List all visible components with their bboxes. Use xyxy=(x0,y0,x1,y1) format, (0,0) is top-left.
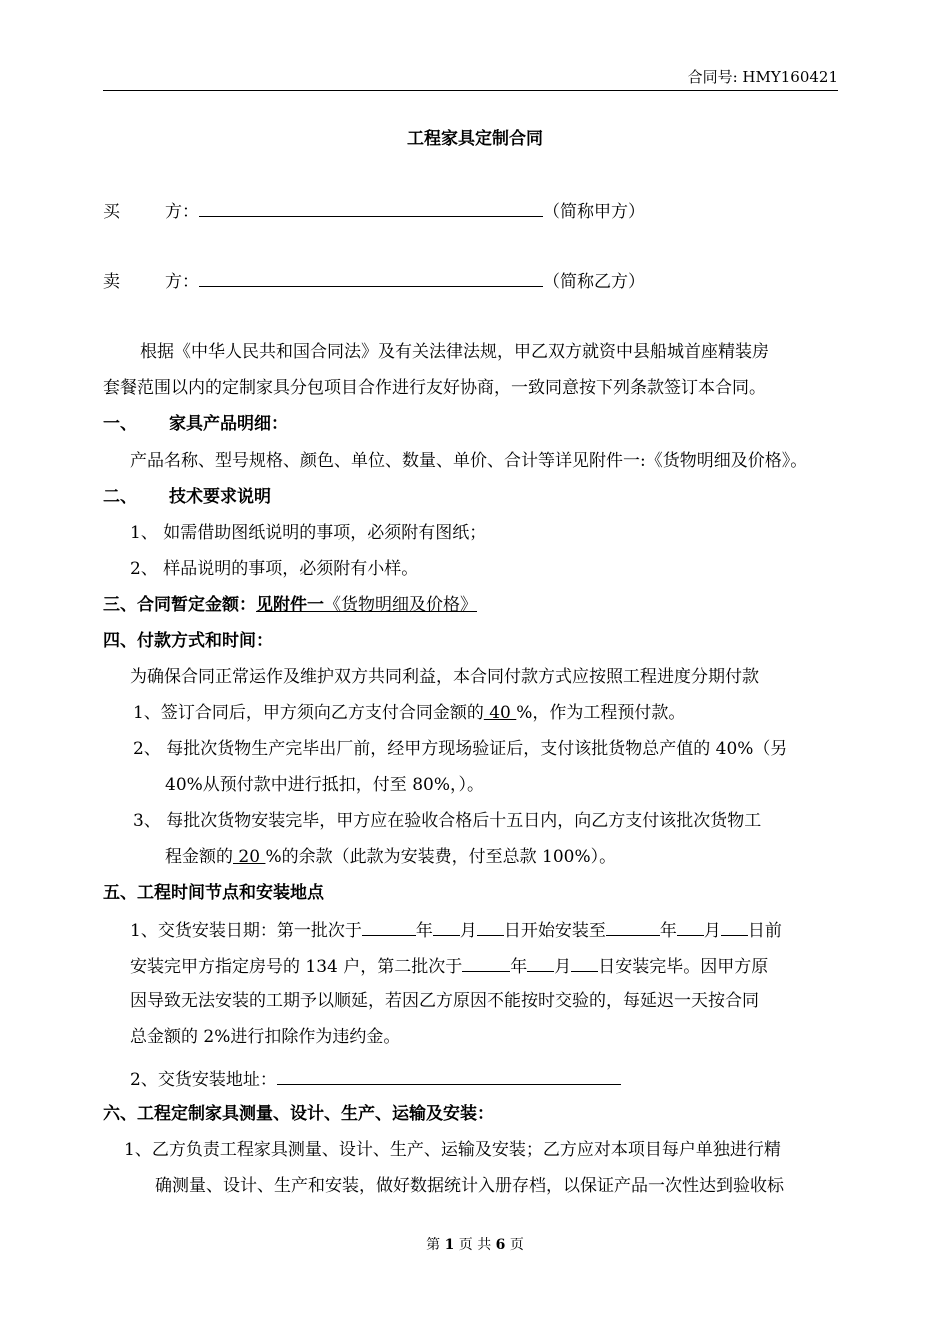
sec5-line-2 xyxy=(130,953,768,979)
sec3-value-bold: 见附件一 xyxy=(256,595,324,615)
sec1-text: 产品名称、型号规格、颜色、单位、数量、单价、合计等详见附件一:《货物明细及价格》。 xyxy=(130,451,808,471)
sec4-item-1-text-b: %，作为工程预付款。 xyxy=(516,703,686,723)
seller-line xyxy=(103,268,645,294)
sec5-line-1 xyxy=(130,917,782,943)
month-blank-3[interactable] xyxy=(527,953,554,972)
sec5-l2-year: 年 xyxy=(510,957,528,977)
sec2-item-1: 1、 如需借助图纸说明的事项，必须附有图纸； xyxy=(130,523,487,543)
buyer-line xyxy=(103,198,645,224)
sec4-item-3-line-1: 3、 每批次货物安装完毕，甲方应在验收合格后十五日内，向乙方支付该批次货物工 xyxy=(133,811,762,831)
footer-text-b: 页 共 xyxy=(458,1237,492,1253)
intro-line-1: 根据《中华人民共和国合同法》及有关法律法规，甲乙双方就资中县船城首座精装房 xyxy=(140,342,769,362)
sec4-item-3-text-a: 程金额的 xyxy=(165,847,233,867)
sec5-l1-month: 月 xyxy=(459,921,477,941)
sec2-item-2: 2、 样品说明的事项，必须附有小样。 xyxy=(130,559,419,579)
sec4-item-2-line-2: 40%从预付款中进行抵扣，付至 80%，）。 xyxy=(165,775,484,795)
sec4-intro: 为确保合同正常运作及维护双方共同利益，本合同付款方式应按照工程进度分期付款 xyxy=(130,667,759,687)
sec4-item-3-line-2 xyxy=(165,845,616,869)
footer-text-c: 页 xyxy=(509,1237,524,1253)
sec4-heading: 四、付款方式和时间： xyxy=(103,631,273,651)
sec5-l2-end: 日安装完毕。因甲方原 xyxy=(598,957,769,977)
sec5-line-5 xyxy=(130,1066,621,1092)
page-total: 6 xyxy=(495,1237,506,1253)
sec3-value-text: 《货物明细及价格》 xyxy=(324,595,477,615)
sec1-title: 家具产品明细： xyxy=(169,414,288,434)
day-blank-2[interactable] xyxy=(721,917,748,936)
sec4-item-1-text-a: 1、签订合同后，甲方须向乙方支付合同金额的 xyxy=(133,703,484,723)
seller-label-b: 方： xyxy=(165,272,199,292)
intro-line-2: 套餐范围以内的定制家具分包项目合作进行友好协商，一致同意按下列条款签订本合同。 xyxy=(103,378,766,398)
sec1-heading xyxy=(103,412,288,436)
seller-blank[interactable] xyxy=(199,268,543,287)
sec4-item-3-percent: 20 xyxy=(233,847,266,867)
contract-number: 合同号: HMY160421 xyxy=(687,68,838,86)
seller-suffix: （简称乙方） xyxy=(543,272,645,292)
sec5-line-3: 因导致无法安装的工期予以顺延，若因乙方原因不能按时交验的，每延迟一天按合同 xyxy=(130,991,759,1011)
footer-text-a: 第 xyxy=(426,1237,441,1253)
sec6-line-1: 1、乙方负责工程家具测量、设计、生产、运输及安装；乙方应对本项目每户单独进行精 xyxy=(124,1140,781,1160)
sec3-value xyxy=(256,595,477,615)
sec5-l1-year: 年 xyxy=(415,921,433,941)
buyer-blank[interactable] xyxy=(199,198,543,217)
sec2-num: 二、 xyxy=(103,487,137,507)
year-blank-3[interactable] xyxy=(462,953,510,972)
sec4-item-1-percent: 40 xyxy=(483,703,517,723)
page-header xyxy=(103,66,838,91)
sec2-title: 技术要求说明 xyxy=(169,487,271,507)
day-blank-3[interactable] xyxy=(571,953,598,972)
sec5-l1-text: 1、交货安装日期：第一批次于 xyxy=(130,921,362,941)
page-number: 1 xyxy=(444,1237,455,1253)
year-blank-2[interactable] xyxy=(606,917,660,936)
sec5-line-4: 总金额的 2%进行扣除作为违约金。 xyxy=(130,1027,401,1047)
buyer-label-a: 买 xyxy=(103,202,120,222)
month-blank-2[interactable] xyxy=(677,917,704,936)
sec2-heading xyxy=(103,485,271,509)
sec3-title: 三、合同暂定金额： xyxy=(103,595,256,615)
sec5-l1-end: 日前 xyxy=(747,921,782,941)
sec6-heading: 六、工程定制家具测量、设计、生产、运输及安装： xyxy=(103,1104,494,1124)
buyer-suffix: （简称甲方） xyxy=(543,202,645,222)
sec3-line xyxy=(103,593,477,617)
month-blank-1[interactable] xyxy=(433,917,460,936)
sec5-l1-year2: 年 xyxy=(659,921,677,941)
sec1-num: 一、 xyxy=(103,414,137,434)
sec5-l1-month2: 月 xyxy=(703,921,721,941)
sec4-item-1 xyxy=(133,701,685,725)
sec5-address-label: 2、交货安装地址： xyxy=(130,1070,277,1090)
seller-label-a: 卖 xyxy=(103,272,120,292)
sec5-heading: 五、工程时间节点和安装地点 xyxy=(103,883,324,903)
sec4-item-3-text-b: %的余款（此款为安装费，付至总款 100%）。 xyxy=(265,847,617,867)
page-footer xyxy=(0,1234,950,1254)
sec6-line-2: 确测量、设计、生产和安装，做好数据统计入册存档，以保证产品一次性达到验收标 xyxy=(155,1176,784,1196)
address-blank[interactable] xyxy=(277,1066,621,1085)
year-blank-1[interactable] xyxy=(362,917,416,936)
sec5-l2-text: 安装完甲方指定房号的 134 户，第二批次于 xyxy=(130,957,463,977)
buyer-label-b: 方： xyxy=(165,202,199,222)
sec5-l2-month: 月 xyxy=(554,957,572,977)
day-blank-1[interactable] xyxy=(477,917,504,936)
document-title: 工程家具定制合同 xyxy=(407,129,543,149)
sec4-item-2-line-1: 2、 每批次货物生产完毕出厂前，经甲方现场验证后，支付该批货物总产值的 40%（另 xyxy=(133,739,788,759)
sec5-l1-day-start: 日开始安装至 xyxy=(503,921,606,941)
